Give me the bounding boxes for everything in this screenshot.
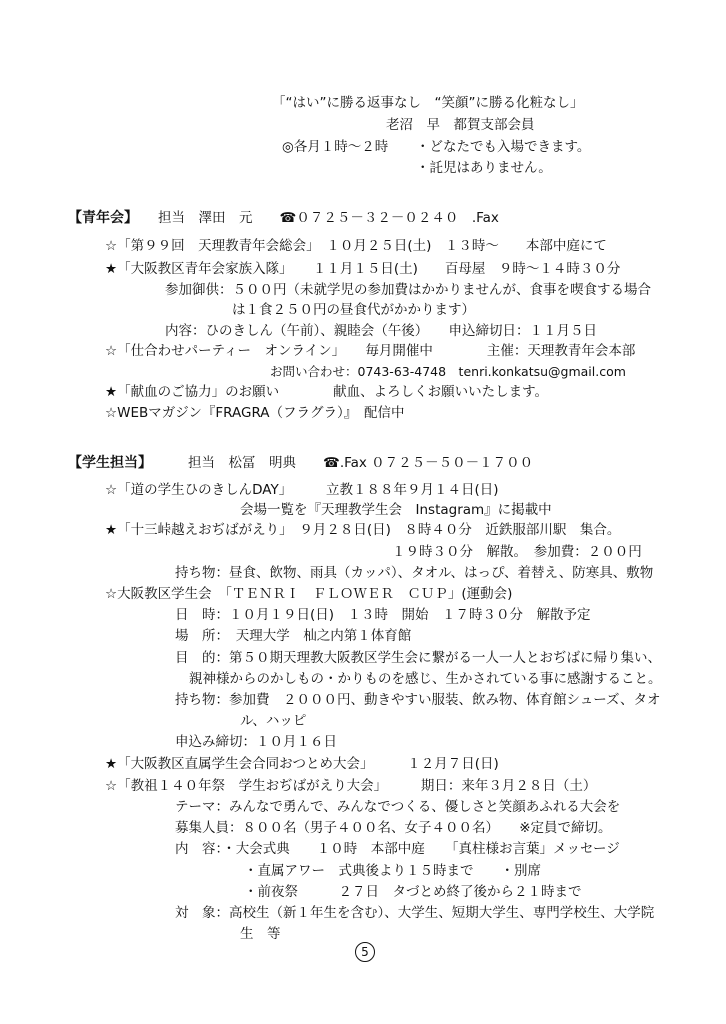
student-line-8: 場 所： 天理大学 杣之内第１体育館 <box>175 628 412 644</box>
student-line-19: ・直属アワー 式典後より１５時まで ・別席 <box>244 863 541 879</box>
student-line-15: ☆「教祖１４０年祭 学生おぢばがえり大会」 期日：来年３月２８日（土） <box>105 778 597 794</box>
student-line-13: 申込み締切：１０月１６日 <box>175 734 337 750</box>
student-line-14: ★「大阪教区直属学生会合同おつとめ大会」 １２月７日(日) <box>105 756 499 772</box>
youth-line-8: ★「献血のご協力」のお願い 献血、よろしくお願いいたします。 <box>105 384 549 400</box>
student-line-21: 対 象：高校生（新１年生を含む）、大学生、短期大学生、専門学校生、大学院 <box>175 905 655 921</box>
youth-line-2: ★「大阪教区青年会家族入隊」 １１月１５日(土) 百母屋 ９時～１４時３０分 <box>105 261 621 277</box>
student-line-18: 内 容：・大会式典 １０時 本部中庭 「真柱様お言葉」メッセージ <box>175 841 620 857</box>
youth-line-4: は１食２５０円の昼食代がかかります） <box>232 302 475 318</box>
student-line-2: 会場一覧を『天理教学生会 Instagram』に掲載中 <box>240 502 552 518</box>
student-contact: 担当 松冨 明典 ☎.Fax ０７２５－５０－１７００ <box>188 455 534 471</box>
student-line-4: １９時３０分 解散。 参加費：２００円 <box>392 544 642 560</box>
youth-heading: 【青年会】 <box>68 210 138 226</box>
student-line-1: ☆「道の学生ひのきしんDAY」 立教１８８年９月１４日(日) <box>105 482 499 498</box>
student-line-16: テーマ：みんなで勇んで、みんなでつくる、優しさと笑顔あふれる大会を <box>175 799 621 815</box>
intro-quote: 「“はい”に勝る返事なし “笑顔”に勝る化粧なし」 <box>272 95 584 111</box>
student-heading: 【学生担当】 <box>68 455 152 471</box>
student-line-11: 持ち物：参加費 ２０００円、動きやすい服装、飲み物、体育館シューズ、タオ <box>175 692 661 708</box>
youth-line-9: ☆WEBマガジン『FRAGRA（フラグラ）』 配信中 <box>105 405 405 421</box>
page-number: 5 <box>355 942 375 962</box>
student-line-17: 募集人員：８００名（男子４００名、女子４００名） ※定員で締切。 <box>175 820 612 836</box>
student-line-20: ・前夜祭 ２７日 タづとめ終了後から２１時まで <box>244 884 582 900</box>
youth-line-6: ☆「仕合わせパーティー オンライン」 毎月開催中 主催：天理教青年会本部 <box>105 343 636 359</box>
intro-note-2: ・託児はありません。 <box>416 160 552 176</box>
student-line-3: ★「十三峠越えおぢばがえり」 ９月２８日(日) ８時４０分 近鉄服部川駅 集合。 <box>105 522 621 538</box>
student-line-12: ル、ハッピ <box>240 713 307 729</box>
student-line-7: 日 時：１０月１９日(日) １３時 開始 １７時３０分 解散予定 <box>175 607 591 623</box>
student-line-5: 持ち物：昼食、飲物、雨具（カッパ）、タオル、はっぴ、着替え、防寒具、敷物 <box>175 565 654 581</box>
intro-time: ◎各月１時～２時 <box>282 139 389 155</box>
youth-line-5: 内容：ひのきしん（午前）、親睦会（午後） 申込締切日：１１月５日 <box>165 323 597 339</box>
youth-line-7: お問い合わせ：0743-63-4748 tenri.konkatsu@gmail.com <box>270 364 626 379</box>
intro-note-1: ・どなたでも入場できます。 <box>416 139 591 155</box>
youth-contact: 担当 澤田 元 ☎０７２５－３２－０２４０ .Fax <box>158 210 499 226</box>
student-line-22: 生 等 <box>240 926 281 942</box>
student-line-10: 親神様からのかしもの・かりものを感じ、生かされている事に感謝すること。 <box>189 671 662 687</box>
student-line-9: 目 的：第５０期天理教大阪教区学生会に繋がる一人一人とおぢばに帰り集い、 <box>175 650 661 666</box>
student-line-6: ☆大阪教区学生会 「ＴＥＮＲＩ ＦＬＯＷＥＲ ＣＵＰ」(運動会) <box>105 586 513 602</box>
youth-line-3: 参加御供：５００円（未就学児の参加費はかかりませんが、食事を喫食する場合 <box>165 282 651 298</box>
youth-line-1: ☆「第９９回 天理教青年会総会」 １０月２５日(土) １３時～ 本部中庭にて <box>105 238 607 254</box>
intro-speaker: 老沼 早 都賀支部会員 <box>386 117 535 133</box>
